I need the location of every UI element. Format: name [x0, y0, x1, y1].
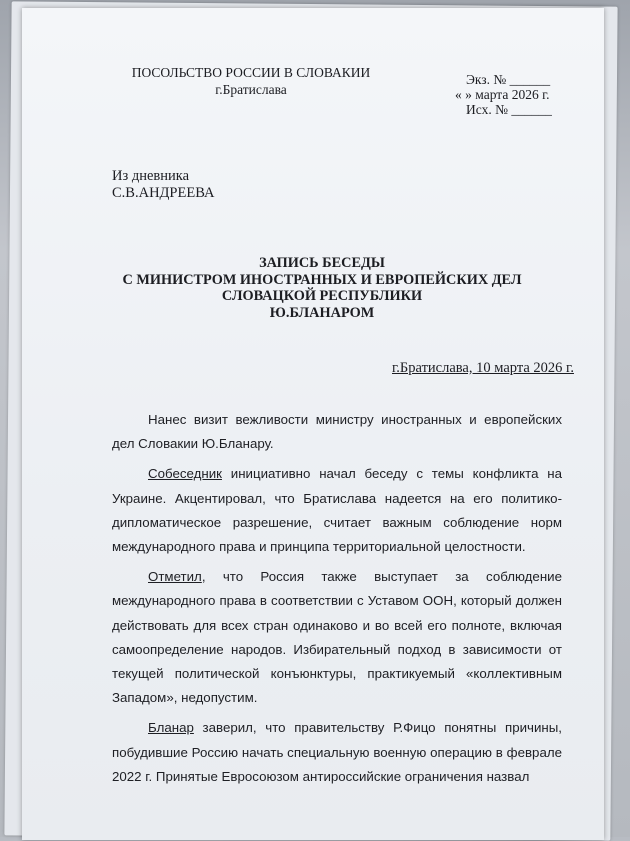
- document-date: « » марта 2026 г.: [455, 87, 550, 102]
- diary-label: Из дневника: [112, 168, 190, 184]
- diary-heading: [112, 168, 214, 202]
- paragraph: [112, 565, 562, 710]
- title-line-4: Ю.БЛАНАРОМ: [269, 304, 375, 321]
- embassy-city: г.Братислава: [215, 82, 287, 97]
- document-body: [112, 408, 562, 789]
- title-line-1: ЗАПИСЬ БЕСЕДЫ: [259, 255, 385, 271]
- title-line-2: С МИНИСТРОМ ИНОСТРАННЫХ И ЕВРОПЕЙСКИХ ДЕЛ: [122, 271, 522, 288]
- paragraph-text: инициативно начал беседу с темы конфликта на Украине. Акцентировал, что Братислава надеется на его политико-дипломатическое разрешение, считает важным соблюдение норм международного права и принципа территориальной целостности.: [112, 466, 562, 555]
- title-line-3: СЛОВАЦКОЙ РЕСПУБЛИКИ: [221, 288, 423, 304]
- paragraph-text: , что Россия также выступает за соблюдение международного права в соответствии с Уставом ООН, который должен действовать для всех стран одинаково и во всей его полноте, включая самоопределение народов. Избирательный подход в зависимости от текущей политической конъюнктуры, практикуемый «коллективным Западом», недопустим.: [112, 569, 562, 706]
- paragraph-text: заверил, что правительству Р.Фицо понятны причины, побудившие Россию начать специальную военную операцию в феврале 2022 г. Принятые Евросоюзом антироссийские ограничения назвал: [112, 720, 562, 784]
- diary-author: С.В.АНДРЕЕВА: [112, 185, 215, 201]
- place-and-date: г.Братислава, 10 марта 2026 г.: [392, 360, 574, 376]
- paragraph-lead: Бланар: [148, 720, 194, 736]
- paragraph-lead: Собеседник: [148, 466, 222, 482]
- embassy-name: ПОСОЛЬСТВО РОССИИ В СЛОВАКИИ: [131, 65, 371, 80]
- paragraph: [112, 716, 562, 789]
- paragraph: [112, 462, 562, 559]
- copy-number: Экз. № ______: [466, 72, 551, 87]
- outgoing-number: Исх. № ______: [466, 102, 552, 117]
- document-title: [122, 255, 522, 321]
- letterhead: [130, 64, 372, 98]
- document-page: [22, 8, 604, 840]
- paragraph-lead: Отметил: [148, 569, 202, 585]
- paragraph: [112, 408, 562, 456]
- paragraph-text: Нанес визит вежливости министру иностранных и европейских дел Словакии Ю.Бланару.: [112, 412, 562, 452]
